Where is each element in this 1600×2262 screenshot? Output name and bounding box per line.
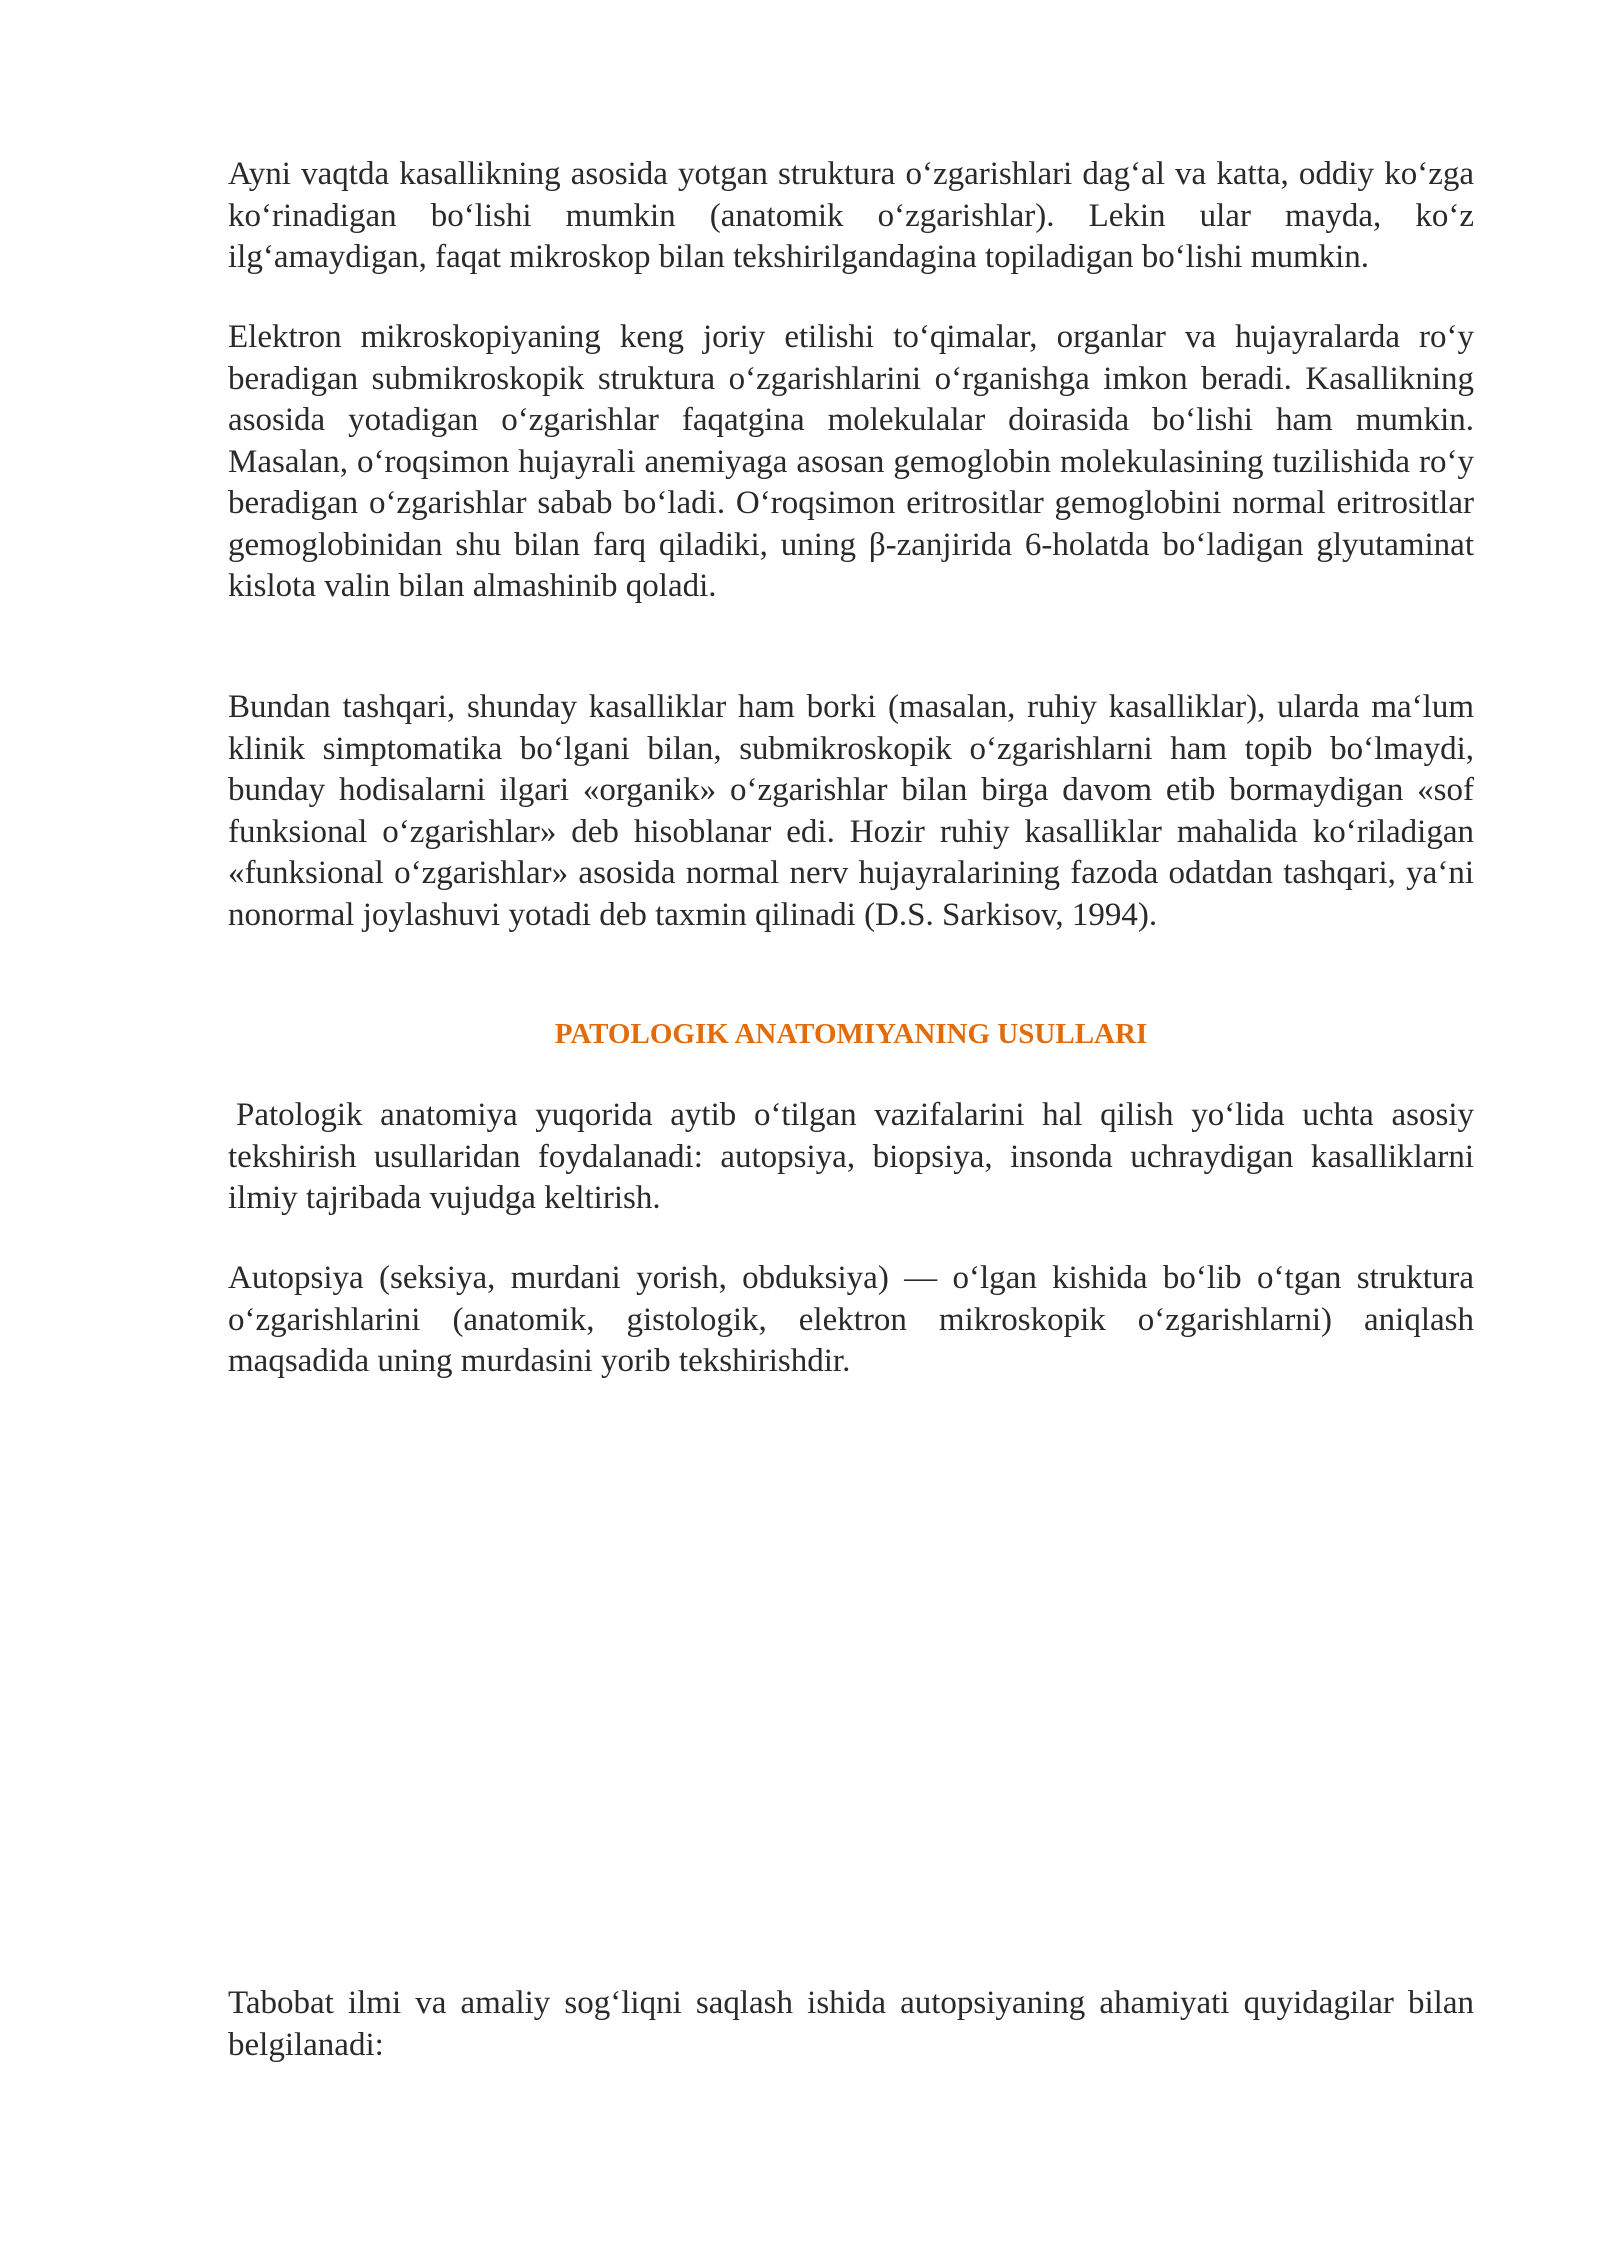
body-paragraph: Autopsiya (seksiya, murdani yorish, obduksiya) — oʻlgan kishida boʻlib oʻtgan struktura oʻzgarishlarini (anatomik, gistologik, elektron mikroskopik oʻzgarishlarni) aniqlash maqsadida uning murdasini yorib tekshirishdir. [228,1260,1474,1379]
body-paragraph: Tabobat ilmi va amaliy sogʻliqni saqlash ishida autopsiyaning ahamiyati quyidagilar bilan belgilanadi: [228,1985,1474,2063]
section-heading: PATOLOGIK ANATOMIYANING USULLARI [554,1018,1148,1050]
body-paragraph: Bundan tashqari, shunday kasalliklar ham borki (masalan, ruhiy kasalliklar), ularda maʻlum klinik simptomatika boʻlgani bilan, submikroskopik oʻzgarishlarni ham topib boʻlmaydi, bunday hodisalarni ilgari «organik» oʻzgarishlar bilan birga davom etib bormaydigan «sof funksional oʻzgarishlar» deb hisoblanar edi. Hozir ruhiy kasalliklar mahalida koʻriladigan «funksional oʻzgarishlar» asosida normal nerv hujayralarining fazoda odatdan tashqari, yaʻni nonormal joylashuvi yotadi deb taxmin qilinadi (D.S. Sarkisov, 1994). [228,689,1474,933]
body-paragraph: Ayni vaqtda kasallikning asosida yotgan struktura oʻzgarishlari dagʻal va katta, oddiy koʻzga koʻrinadigan boʻlishi mumkin (anatomik oʻzgarishlar). Lekin ular mayda, koʻz ilgʻamaydigan, faqat mikroskop bilan tekshirilgandagina topiladigan boʻlishi mumkin. [228,156,1474,275]
body-paragraph: Elektron mikroskopiyaning keng joriy etilishi toʻqimalar, organlar va hujayralarda roʻy beradigan submikroskopik struktura oʻzgarishlarini oʻrganishga imkon beradi. Kasallikning asosida yotadigan oʻzgarishlar faqatgina molekulalar doirasida boʻlishi ham mumkin. Masalan, oʻroqsimon hujayrali anemiyaga asosan gemoglobin molekulasining tuzilishida roʻy beradigan oʻzgarishlar sabab boʻladi. Oʻroqsimon eritrositlar gemoglobini normal eritrositlar gemoglobinidan shu bilan farq qiladiki, uning β-zanjirida 6-holatda boʻladigan glyutaminat kislota valin bilan almashinib qoladi. [228,319,1474,604]
body-paragraph: Patologik anatomiya yuqorida aytib oʻtilgan vazifalarini hal qilish yoʻlida uchta asosiy tekshirish usullaridan foydalanadi: autopsiya, biopsiya, insonda uchraydigan kasalliklarni ilmiy tajribada vujudga keltirish. [228,1097,1474,1216]
